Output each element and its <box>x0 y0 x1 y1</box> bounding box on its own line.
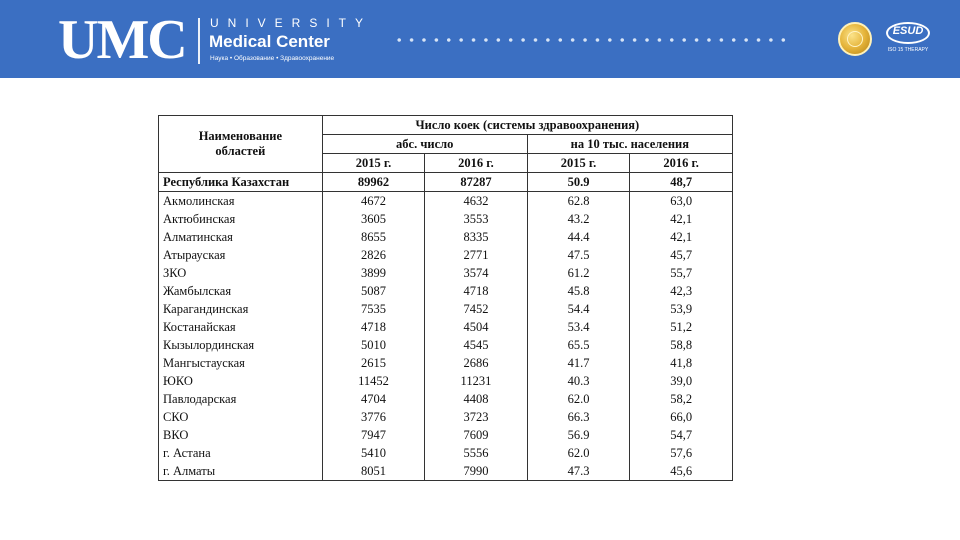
rate-2015-cell: 44.4 <box>527 228 630 246</box>
per-10k-header: на 10 тыс. населения <box>527 135 732 154</box>
abs-2016-cell: 3574 <box>425 264 527 282</box>
region-name: ЮКО <box>159 372 323 390</box>
abs-2015-cell: 11452 <box>322 372 424 390</box>
rate-2015-cell: 62.8 <box>527 192 630 211</box>
abs-2016-cell: 4632 <box>425 192 527 211</box>
abs-2016-cell: 7452 <box>425 300 527 318</box>
rate-2015-cell: 50.9 <box>527 173 630 192</box>
abs-2015-cell: 4704 <box>322 390 424 408</box>
rate-2016-cell: 45,6 <box>630 462 733 481</box>
region-name: Республика Казахстан <box>159 173 323 192</box>
logo-university-text: UNIVERSITY <box>210 16 373 30</box>
beds-group-header: Число коек (системы здравоохранения) <box>322 116 732 135</box>
table-row <box>159 390 733 408</box>
gold-seal-icon <box>838 22 872 56</box>
rate-2015-cell: 47.3 <box>527 462 630 481</box>
year-header: 2015 г. <box>322 154 424 173</box>
abs-2015-cell: 4672 <box>322 192 424 211</box>
abs-2016-cell: 7609 <box>425 426 527 444</box>
region-name: Павлодарская <box>159 390 323 408</box>
abs-2016-cell: 4545 <box>425 336 527 354</box>
abs-2015-cell: 5410 <box>322 444 424 462</box>
abs-2016-cell: 8335 <box>425 228 527 246</box>
region-header-line2: областей <box>215 144 266 158</box>
region-name: ВКО <box>159 426 323 444</box>
table-row <box>159 192 733 211</box>
esud-sublabel: ISO 15 THERAPY <box>887 47 929 53</box>
total-row <box>159 173 733 192</box>
region-header-line1: Наименование <box>198 129 283 143</box>
abs-2015-cell: 2615 <box>322 354 424 372</box>
region-name: г. Алматы <box>159 462 323 481</box>
abs-2016-cell: 7990 <box>425 462 527 481</box>
abs-2015-cell: 7947 <box>322 426 424 444</box>
abs-2015-cell: 8655 <box>322 228 424 246</box>
rate-2016-cell: 63,0 <box>630 192 733 211</box>
rate-2015-cell: 66.3 <box>527 408 630 426</box>
rate-2015-cell: 41.7 <box>527 354 630 372</box>
rate-2016-cell: 57,6 <box>630 444 733 462</box>
abs-2016-cell: 5556 <box>425 444 527 462</box>
table-row <box>159 336 733 354</box>
hospital-beds-table <box>158 115 733 481</box>
abs-2015-cell: 3776 <box>322 408 424 426</box>
table-row <box>159 426 733 444</box>
abs-2016-cell: 11231 <box>425 372 527 390</box>
table-row <box>159 354 733 372</box>
region-name: Жамбылская <box>159 282 323 300</box>
region-name: Алматинская <box>159 228 323 246</box>
esud-label: ESUD <box>892 25 924 37</box>
region-name: СКО <box>159 408 323 426</box>
table-row <box>159 318 733 336</box>
region-name: Атырауская <box>159 246 323 264</box>
rate-2016-cell: 48,7 <box>630 173 733 192</box>
abs-2016-cell: 4718 <box>425 282 527 300</box>
table-row <box>159 228 733 246</box>
abs-2015-cell: 89962 <box>322 173 424 192</box>
region-name: Кызылординская <box>159 336 323 354</box>
rate-2016-cell: 58,2 <box>630 390 733 408</box>
rate-2015-cell: 62.0 <box>527 390 630 408</box>
esud-logo-icon <box>884 22 932 56</box>
year-header: 2016 г. <box>630 154 733 173</box>
rate-2016-cell: 42,1 <box>630 210 733 228</box>
dotted-divider <box>393 36 793 44</box>
rate-2016-cell: 42,1 <box>630 228 733 246</box>
abs-2015-cell: 3605 <box>322 210 424 228</box>
region-name: г. Астана <box>159 444 323 462</box>
abs-2016-cell: 4504 <box>425 318 527 336</box>
rate-2015-cell: 53.4 <box>527 318 630 336</box>
abs-2015-cell: 5087 <box>322 282 424 300</box>
table-row <box>159 462 733 481</box>
abs-2016-cell: 2686 <box>425 354 527 372</box>
rate-2015-cell: 43.2 <box>527 210 630 228</box>
region-name: Костанайская <box>159 318 323 336</box>
abs-2015-cell: 4718 <box>322 318 424 336</box>
abs-2016-cell: 3553 <box>425 210 527 228</box>
region-name: Актюбинская <box>159 210 323 228</box>
abs-2015-cell: 8051 <box>322 462 424 481</box>
rate-2016-cell: 66,0 <box>630 408 733 426</box>
rate-2015-cell: 54.4 <box>527 300 630 318</box>
region-name: Карагандинская <box>159 300 323 318</box>
rate-2015-cell: 61.2 <box>527 264 630 282</box>
table-row <box>159 282 733 300</box>
rate-2015-cell: 65.5 <box>527 336 630 354</box>
rate-2015-cell: 62.0 <box>527 444 630 462</box>
header-banner <box>0 0 960 78</box>
table-row <box>159 444 733 462</box>
table-row <box>159 372 733 390</box>
rate-2016-cell: 39,0 <box>630 372 733 390</box>
abs-2016-cell: 3723 <box>425 408 527 426</box>
table-row <box>159 264 733 282</box>
rate-2015-cell: 45.8 <box>527 282 630 300</box>
abs-2015-cell: 5010 <box>322 336 424 354</box>
rate-2016-cell: 42,3 <box>630 282 733 300</box>
rate-2015-cell: 47.5 <box>527 246 630 264</box>
rate-2015-cell: 56.9 <box>527 426 630 444</box>
logo-medical-center-text: Medical Center <box>209 32 330 51</box>
rate-2016-cell: 58,8 <box>630 336 733 354</box>
region-column-header <box>159 116 323 173</box>
rate-2016-cell: 45,7 <box>630 246 733 264</box>
year-header: 2016 г. <box>425 154 527 173</box>
table-row <box>159 408 733 426</box>
region-name: Мангыстауская <box>159 354 323 372</box>
rate-2016-cell: 41,8 <box>630 354 733 372</box>
logo-tagline: Наука • Образование • Здравоохранение <box>210 55 335 62</box>
rate-2016-cell: 53,9 <box>630 300 733 318</box>
table-row <box>159 246 733 264</box>
abs-number-header: абс. число <box>322 135 527 154</box>
table-row <box>159 210 733 228</box>
rate-2015-cell: 40.3 <box>527 372 630 390</box>
year-header: 2015 г. <box>527 154 630 173</box>
abs-2016-cell: 4408 <box>425 390 527 408</box>
logo-divider <box>198 18 200 64</box>
logo-umc-text: UMC <box>58 9 186 71</box>
abs-2015-cell: 3899 <box>322 264 424 282</box>
abs-2015-cell: 7535 <box>322 300 424 318</box>
region-name: ЗКО <box>159 264 323 282</box>
abs-2016-cell: 2771 <box>425 246 527 264</box>
rate-2016-cell: 51,2 <box>630 318 733 336</box>
region-name: Акмолинская <box>159 192 323 211</box>
rate-2016-cell: 54,7 <box>630 426 733 444</box>
abs-2016-cell: 87287 <box>425 173 527 192</box>
rate-2016-cell: 55,7 <box>630 264 733 282</box>
table-row <box>159 300 733 318</box>
abs-2015-cell: 2826 <box>322 246 424 264</box>
